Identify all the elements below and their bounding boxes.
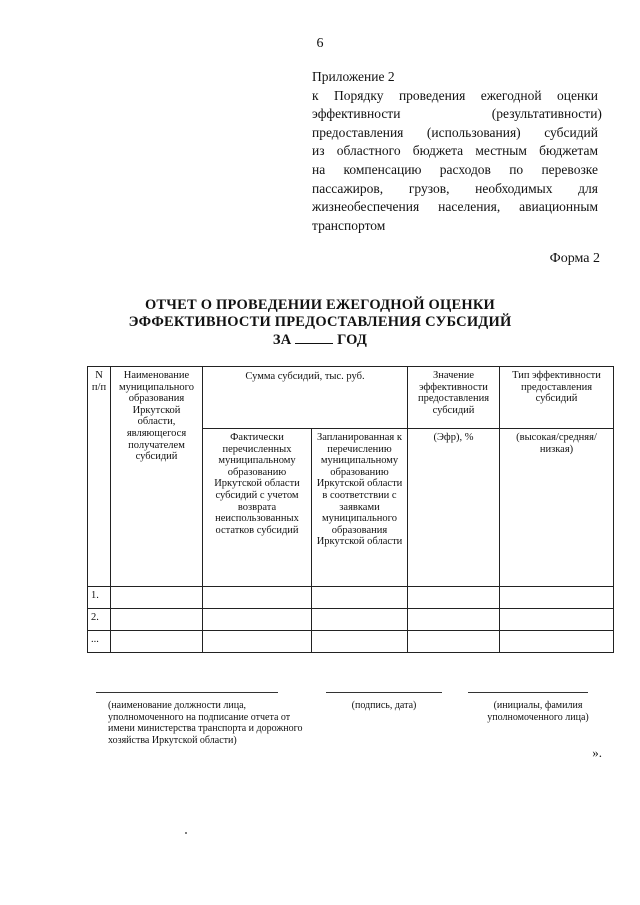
row-number: 1.: [88, 587, 111, 609]
initials-line: [468, 692, 588, 693]
report-table: [87, 366, 614, 653]
table-cell: [203, 609, 312, 631]
table-row: [88, 587, 614, 609]
closing-quote: ».: [592, 745, 602, 760]
position-caption: (наименование должности лица, уполномоченного на подписание отчета от имени министерства транспорта и дорожного хозяйства Иркутской области): [108, 700, 303, 746]
table-cell: [408, 609, 500, 631]
position-line: [96, 692, 278, 693]
row-number: 2.: [88, 609, 111, 631]
form-label: Форма 2: [549, 251, 600, 266]
signature-caption: (подпись, дата): [351, 700, 417, 711]
row-number: ...: [88, 631, 111, 653]
appendix-line: жизнеобеспечения населения, авиационным: [312, 199, 598, 215]
header-type-unit: (высокая/средняя/низкая): [500, 429, 614, 587]
initials-caption: (инициалы, фамилия уполномоченного лица): [487, 700, 589, 723]
report-title: [0, 297, 640, 349]
appendix-line: на компенсацию расходов по перевозке: [312, 161, 598, 177]
table-cell: [203, 631, 312, 653]
header-type: Тип эффективности предоставления субсидий: [500, 367, 614, 429]
title-year-suffix: ГОД: [337, 332, 368, 348]
table-cell: [111, 631, 203, 653]
appendix-line: предоставления (использования) субсидий: [312, 124, 598, 140]
table-cell: [312, 587, 408, 609]
table-cell: [500, 609, 614, 631]
header-value-unit: (Эфр), %: [408, 429, 500, 587]
page-number: 6: [316, 36, 324, 51]
header-sum-actual: Фактически перечисленных муниципальному образованию Иркутской области субсидий с учетом возврата неиспользованных остатков субсидий: [203, 429, 312, 587]
header-value: Значение эффективности предоставления субсидий: [408, 367, 500, 429]
appendix-line: транспортом: [312, 217, 386, 233]
table-cell: [500, 631, 614, 653]
scan-speck: [185, 832, 187, 834]
title-line: ОТЧЕТ О ПРОВЕДЕНИИ ЕЖЕГОДНОЙ ОЦЕНКИ: [144, 297, 496, 313]
year-blank: [295, 331, 333, 344]
title-line-year: [0, 331, 640, 349]
table-cell: [111, 587, 203, 609]
appendix-line: эффективности (результативности): [312, 106, 602, 122]
table-cell: [408, 587, 500, 609]
header-sum: Сумма субсидий, тыс. руб.: [203, 367, 408, 429]
title-line: ЭФФЕКТИВНОСТИ ПРЕДОСТАВЛЕНИЯ СУБСИДИЙ: [128, 314, 512, 330]
appendix-line: к Порядку проведения ежегодной оценки: [312, 87, 598, 103]
table-row: [88, 631, 614, 653]
table-cell: [312, 631, 408, 653]
appendix-line: из областного бюджета местным бюджетам: [312, 143, 598, 159]
appendix-line: пассажиров, грузов, необходимых для: [312, 180, 598, 196]
signature-line: [326, 692, 442, 693]
table-row: [88, 609, 614, 631]
table-cell: [500, 587, 614, 609]
table-cell: [111, 609, 203, 631]
title-year-prefix: ЗА: [272, 332, 292, 348]
appendix-header: [312, 68, 602, 235]
appendix-line: Приложение 2: [312, 69, 395, 84]
table-cell: [312, 609, 408, 631]
table-cell: [408, 631, 500, 653]
header-num: N п/п: [88, 367, 111, 587]
header-name: Наименование муниципального образования Иркутской области, являющегося получателем субсидий: [111, 367, 203, 587]
table-cell: [203, 587, 312, 609]
header-sum-planned: Запланированная к перечислению муниципальному образованию Иркутской области в соответствии с заявками муниципального образования Иркутской области: [312, 429, 408, 587]
